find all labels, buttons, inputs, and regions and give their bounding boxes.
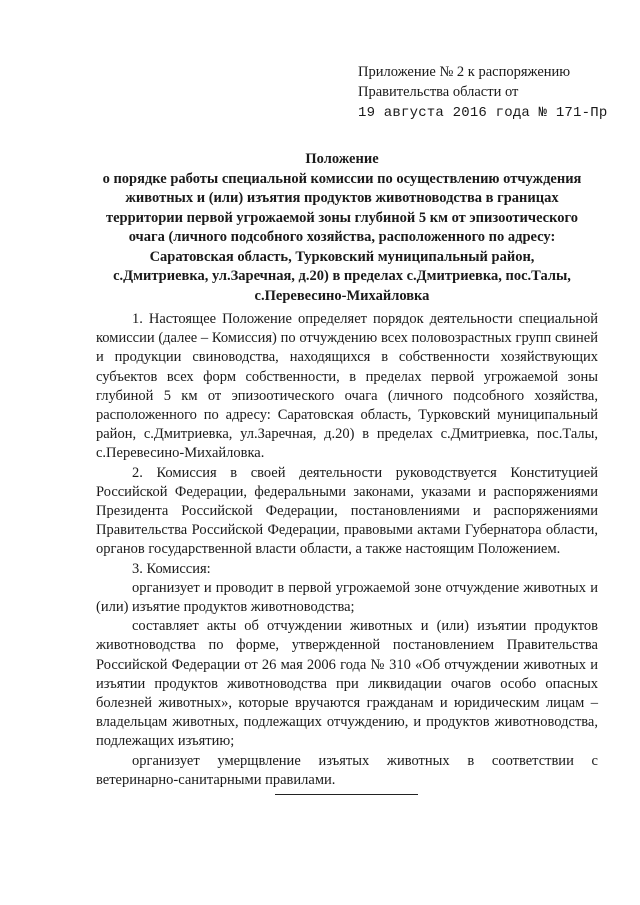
title-line: с.Перевесино-Михайловка: [254, 287, 430, 304]
title-line: территории первой угрожаемой зоны глубиной 5 км от эпизоотического: [105, 209, 578, 226]
appendix-line-2: Правительства области от: [358, 84, 519, 100]
title-line: очага (личного подсобного хозяйства, расположенного по адресу:: [128, 229, 556, 245]
paragraph-6: организует умерщвление изъятых животных в соответствии с ветеринарно-санитарными правилами.: [96, 752, 598, 788]
title-line: о порядке работы специальной комиссии по осуществлению отчуждения: [102, 170, 582, 187]
paragraph-4: организует и проводит в первой угрожаемой зоне отчуждение животных и (или) изъятие продуктов животноводства;: [96, 579, 598, 616]
paragraph-3: 3. Комиссия:: [132, 560, 211, 577]
appendix-header: [358, 62, 620, 123]
paragraph-5: составляет акты об отчуждении животных и (или) изъятии продуктов животноводства по форме, утвержденной постановлением Правительства Российской Федерации от 26 мая 2006 года № 310 «Об отчуждении животных и изъятии продуктов животноводства при ликвидации очагов особо опасных болезней животных», которые вручаются гражданам и юридическим лицам – владельцам животных, подлежащих отчуждению, и продуктов животноводства, подлежащих изъятию;: [96, 618, 598, 750]
title-line: с.Дмитриевка, ул.Заречная, д.20) в пределах с.Дмитриевка, пос.Талы,: [113, 268, 571, 284]
document-body: [96, 310, 598, 790]
title-line: Саратовская область, Турковский муниципальный район,: [149, 248, 535, 265]
paragraph-2: 2. Комиссия в своей деятельности руководствуется Конституцией Российской Федерации, федеральными законами, указами и распоряжениями Президента Российской Федерации, постановлениями и распоряжениями Правительства Российской Федерации, правовыми актами Губернатора области, органов государственной власти области, а также настоящим Положением.: [96, 464, 598, 558]
paragraph-1: 1. Настоящее Положение определяет порядок деятельности специальной комиссии (далее – Комиссия) по отчуждению всех половозрастных групп свиней и продукции свиноводства, находящихся в собственности хозяйствующих субъектов всех форм собственности, в пределах первой угрожаемой зоны глубиной 5 км от эпизоотического очага (личного подсобного хозяйства, расположенного по адресу: Саратовская область, Турковский муниципальный район, с.Дмитриевка, ул.Заречная, д.20) в пределах с.Дмитриевка, пос.Талы, с.Перевесино-Михайловка.: [96, 311, 598, 462]
appendix-line-1: Приложение № 2 к распоряжению: [358, 64, 571, 80]
document-title: [92, 150, 592, 306]
title-heading: Положение: [305, 151, 379, 167]
appendix-date-number: 19 августа 2016 года № 171-Пр: [358, 105, 608, 121]
closing-rule: [275, 794, 418, 795]
title-line: животных и (или) изъятия продуктов животноводства в границах: [125, 190, 559, 206]
